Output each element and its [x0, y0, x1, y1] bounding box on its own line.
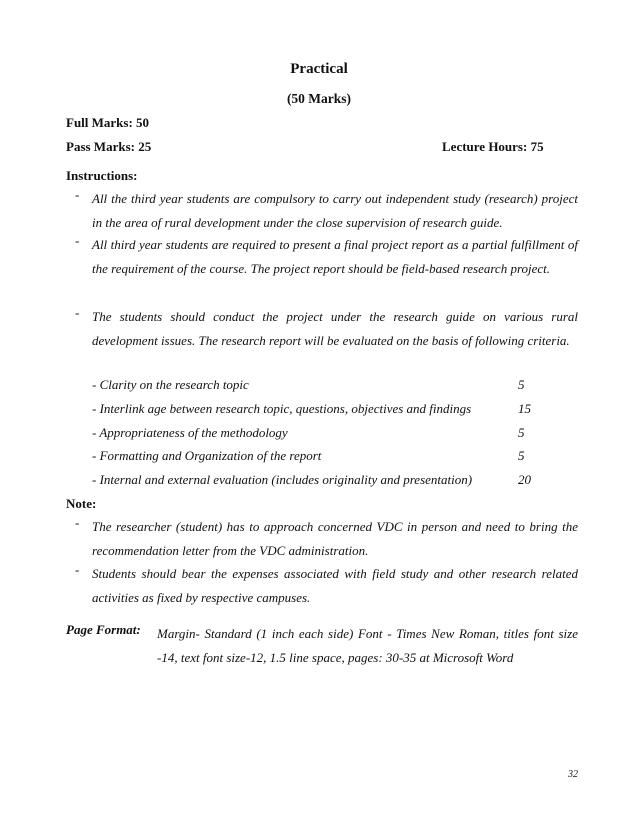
bullet-dash: - — [75, 305, 80, 320]
full-marks: Full Marks: 50 — [66, 115, 150, 130]
instructions-heading: Instructions: — [66, 168, 138, 183]
instruction-text: All third year students are required to present a final project report as a partial fulfillment of the requirement of the course. The project report should be field-based research project. — [92, 237, 578, 276]
criteria-label: - Formatting and Organization of the report — [92, 448, 322, 463]
bullet-dash: - — [75, 187, 80, 202]
criteria-score: 20 — [518, 472, 531, 487]
bullet-dash: - — [75, 233, 80, 248]
lecture-hours: Lecture Hours: 75 — [442, 139, 544, 154]
criteria-label: - Clarity on the research topic — [92, 377, 249, 392]
criteria-score: 5 — [518, 377, 525, 392]
criteria-score: 15 — [518, 401, 531, 416]
page-number: 32 — [568, 769, 578, 780]
criteria-score: 5 — [518, 448, 525, 463]
page-format-label: Page Format: — [66, 622, 141, 637]
page-format-text: Margin- Standard (1 inch each side) Font - Times New Roman, titles font size -14, text font size-12, 1.5 line space, pages: 30-35 at Microsoft Word — [157, 626, 578, 665]
page-subtitle: (50 Marks) — [286, 91, 352, 106]
note-heading: Note: — [66, 496, 97, 511]
pass-marks: Pass Marks: 25 — [66, 139, 152, 154]
instruction-text: The students should conduct the project under the research guide on various rural development issues. The research report will be evaluated on the basis of following criteria. — [92, 309, 578, 348]
bullet-dash: - — [75, 515, 80, 530]
criteria-label: - Appropriateness of the methodology — [92, 425, 288, 440]
bullet-dash: - — [75, 562, 80, 577]
criteria-score: 5 — [518, 425, 525, 440]
note-text: Students should bear the expenses associated with field study and other research related activities as fixed by respective campuses. — [92, 566, 578, 605]
criteria-label: - Internal and external evaluation (includes originality and presentation) — [92, 472, 473, 487]
page-title: Practical — [290, 61, 348, 77]
note-text: The researcher (student) has to approach concerned VDC in person and need to bring the recommendation letter from the VDC administration. — [92, 519, 578, 558]
instruction-text: All the third year students are compulsory to carry out independent study (research) project in the area of rural development under the close supervision of research guide. — [92, 191, 578, 230]
criteria-label: - Interlink age between research topic, questions, objectives and findings — [92, 401, 472, 416]
